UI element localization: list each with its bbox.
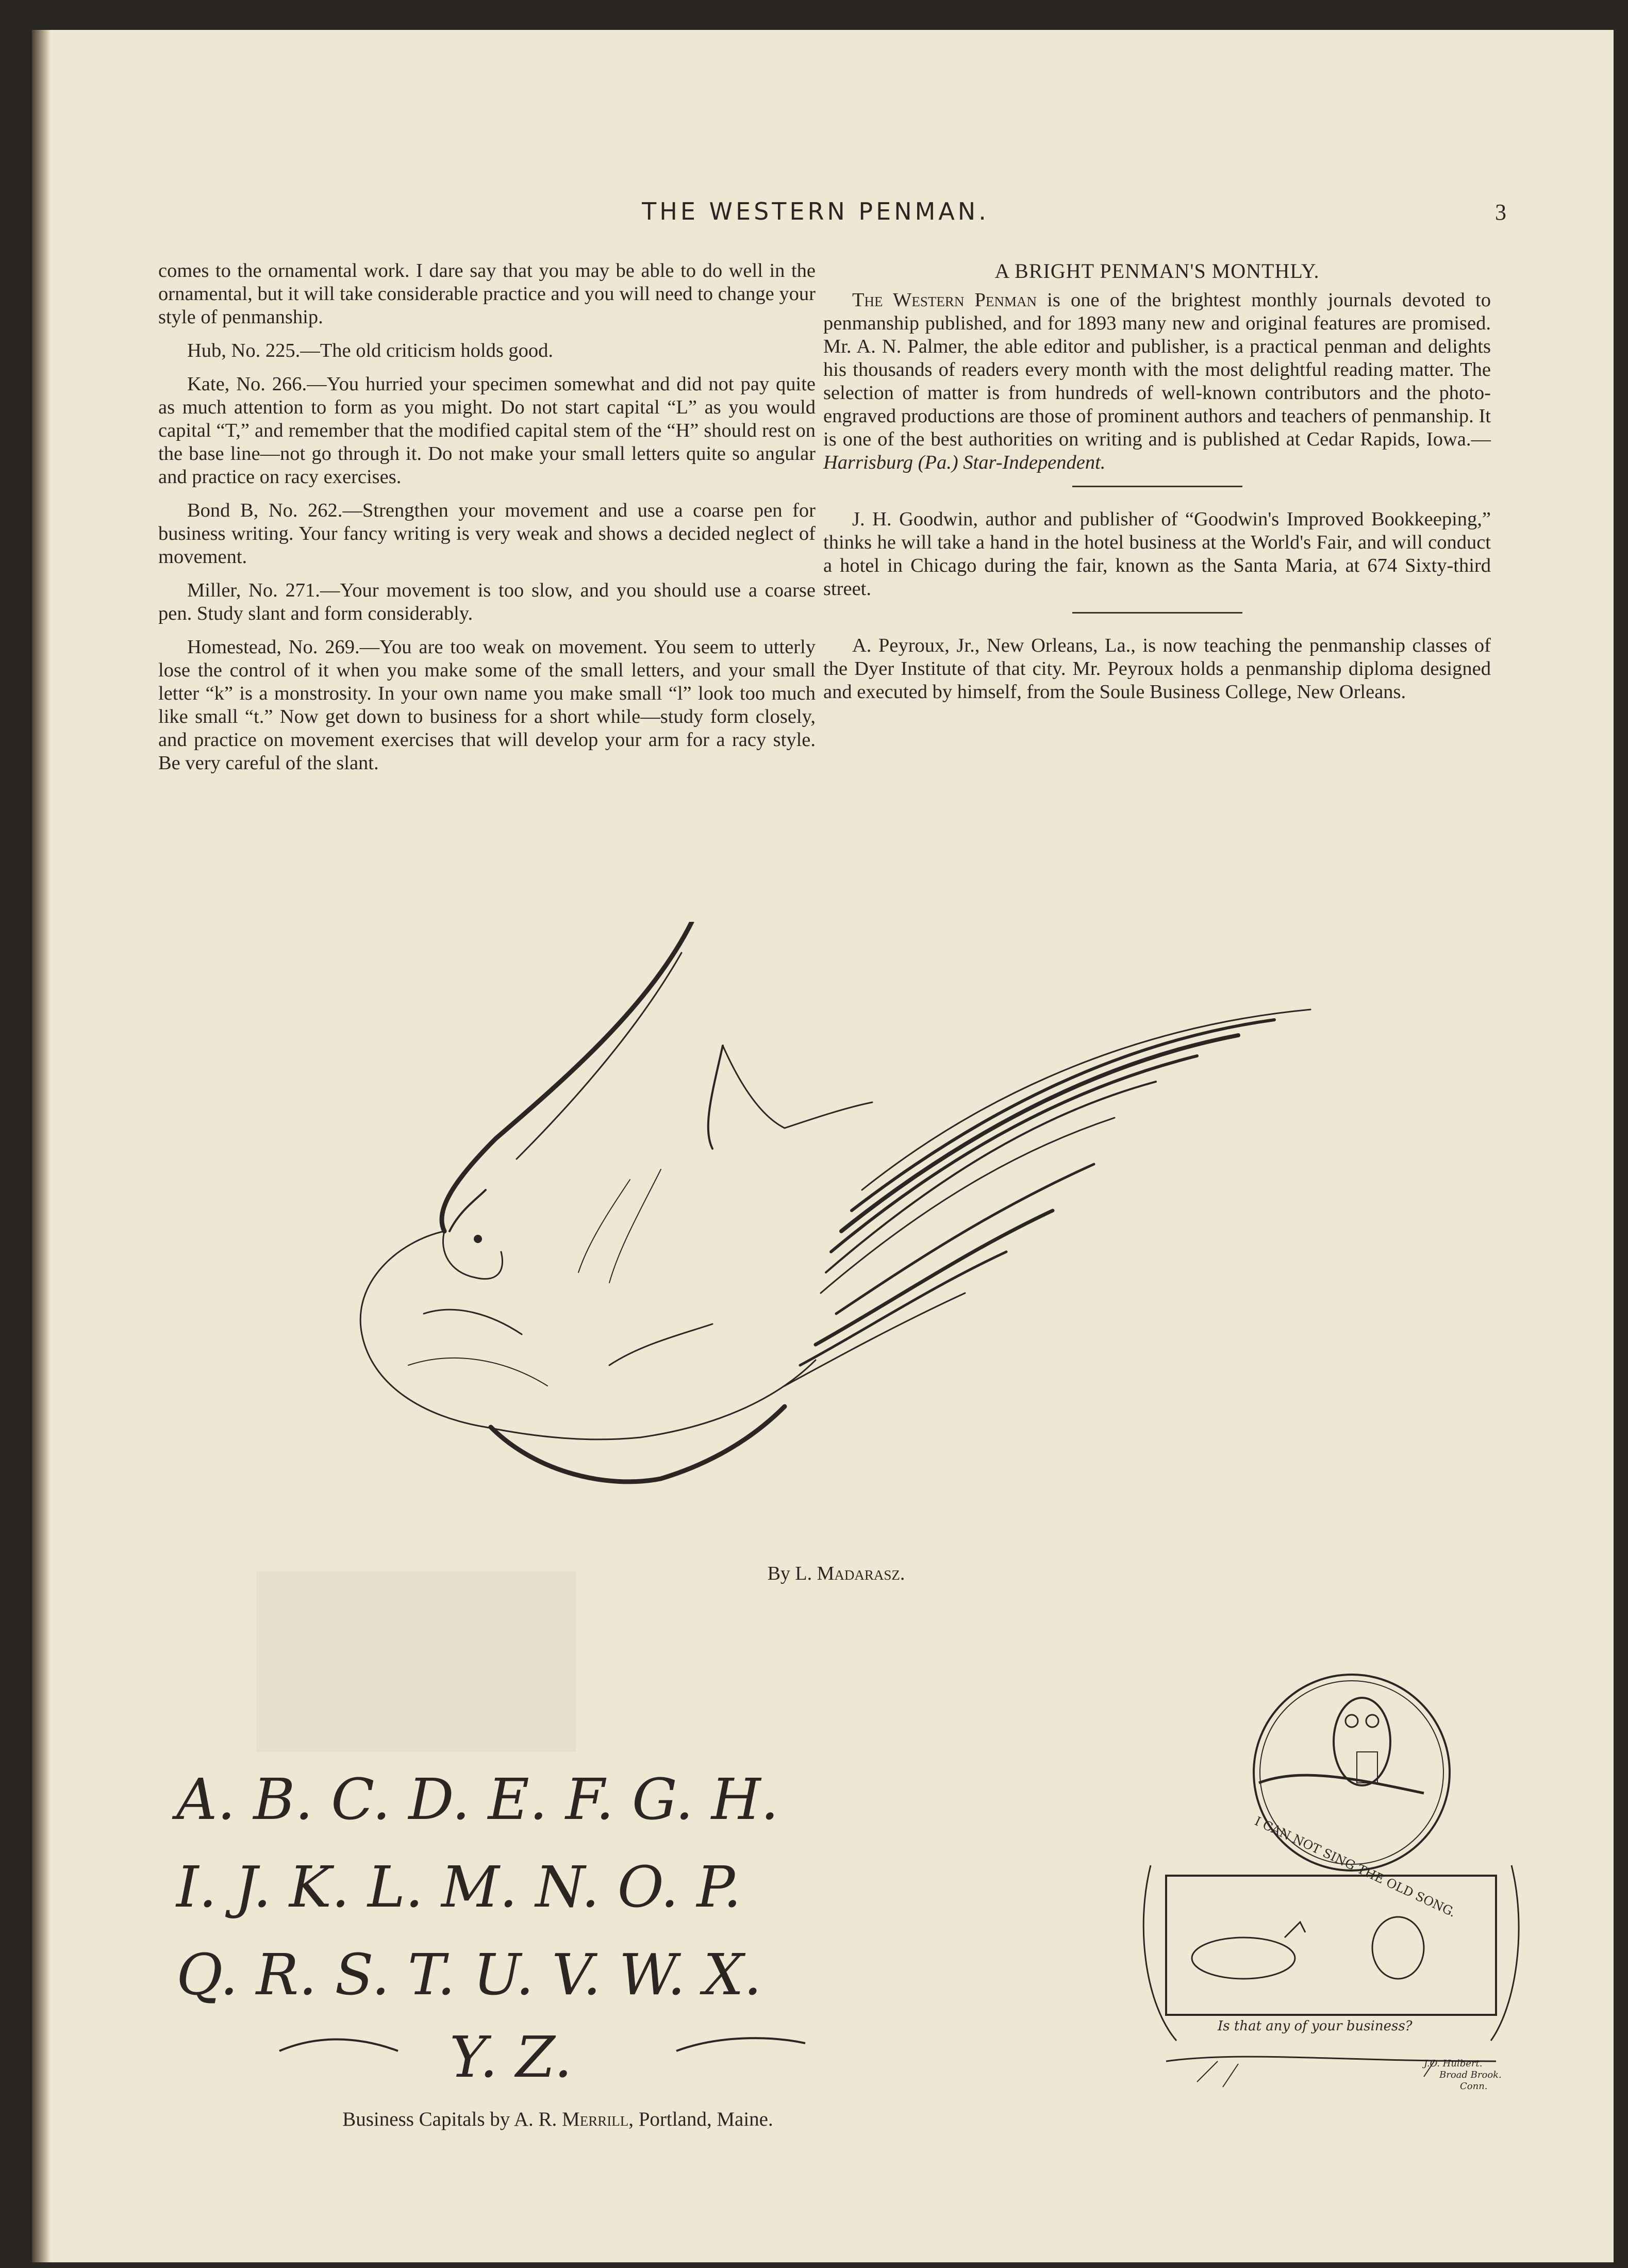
paragraph: Hub, No. 225.—The old criticism holds good.: [187, 340, 554, 361]
artist-name: Merrill,: [562, 2108, 634, 2130]
page-header-title: THE WESTERN PENMAN.: [642, 197, 989, 225]
paragraph: Homestead, No. 269.—You are too weak on movement. You seem to utterly lose the control of it when you make some of the small letters, and your small letter “k” is a monstrosity. In your own name you make small “l” look too much like small “t.” Now get down to business for a short while—study form closely, and practice on movement exercises that will develop your arm for a racy style. Be very careful of the slant.: [158, 636, 816, 774]
paragraph: Miller, No. 271.—Your movement is too slow, and you should use a coarse pen. Study slant and form considerably.: [158, 580, 816, 624]
artist-name: Madarasz.: [817, 1563, 905, 1584]
credit-prefix: Business Capitals by A. R.: [342, 2108, 557, 2130]
page: [32, 30, 1614, 2262]
page-number: 3: [1495, 200, 1506, 225]
left-column: [158, 259, 816, 775]
owl-signature: Broad Brook.: [1439, 2070, 1502, 2080]
owl-signature: J.O. Hulbert.: [1424, 2058, 1483, 2069]
capitals-row: Y. Z.: [450, 2024, 572, 2090]
flourished-bird-illustration: [321, 922, 1331, 1566]
paragraph-body: is one of the brightest monthly journals devoted to penmanship published, and for 1893 many new and original features are promised. Mr. A. N. Palmer, the able editor and publisher, is a practical penman and delights his thousands of readers every month with the most delightful reading matter. The selection of matter is from hundreds of well-known contributors and the photo-engraved productions are those of prominent authors and teachers of penmanship. It is one of the best authorities on writing and is published at Cedar Rapids, Iowa.—: [823, 289, 1491, 450]
owl-ribbon-text: I CAN NOT SING THE OLD SONG.: [1252, 1814, 1458, 1920]
capitals-illustration-credit: [248, 2108, 867, 2131]
publication-name: The Western Penman: [852, 289, 1037, 311]
paragraph: J. H. Goodwin, author and publisher of “Goodwin's Improved Bookkeeping,” thinks he will take a hand in the hotel business at the World's Fair, and will conduct a hotel in Chicago during the fair, known as the Santa Maria, at 674 Sixty-third street.: [823, 508, 1491, 600]
owl-vignette-illustration: [1135, 1669, 1527, 2123]
credit-suffix: Portland, Maine.: [633, 2108, 773, 2130]
right-column: [823, 259, 1491, 704]
capitals-row: Q. R. S. T. U. V. W. X.: [176, 1942, 762, 2008]
faded-print-area: [256, 1571, 576, 1752]
capitals-row: A. B. C. D. E. F. G. H.: [176, 1766, 779, 1832]
binding-gutter: [32, 30, 51, 2262]
credit-prefix: By L.: [767, 1563, 812, 1584]
divider: [1072, 486, 1242, 487]
owl-caption: Is that any of your business?: [1218, 2018, 1413, 2034]
capitals-row: I. J. K. L. M. N. O. P.: [176, 1854, 742, 1920]
divider: [1072, 612, 1242, 614]
paragraph: comes to the ornamental work. I dare say that you may be able to do well in the ornamental, but it will take considerable practice and you will need to change your style of penmanship.: [158, 260, 816, 328]
paragraph: Bond B, No. 262.—Strengthen your movement and use a coarse pen for business writing. Your fancy writing is very weak and shows a decided neglect of movement.: [158, 500, 816, 568]
bird-illustration-credit: [738, 1562, 934, 1585]
paragraph: A. Peyroux, Jr., New Orleans, La., is now teaching the penmanship classes of the Dyer Institute of that city. Mr. Peyroux holds a penmanship diploma designed and executed by himself, from the Soule Business College, New Orleans.: [823, 635, 1491, 703]
article-heading: A BRIGHT PENMAN'S MONTHLY.: [994, 259, 1320, 283]
business-capitals-illustration: [161, 1747, 934, 2097]
owl-signature: Conn.: [1460, 2081, 1488, 2092]
paragraph: Kate, No. 266.—You hurried your specimen somewhat and did not pay quite as much attention to form as you might. Do not start capital “L” as you would capital “T,” and remember that the modified capital stem of the “H” should rest on the base line—not go through it. Do not make your small letters quite so angular and practice on racy exercises.: [158, 373, 816, 488]
source-citation: Harrisburg (Pa.) Star-Independent.: [823, 452, 1106, 473]
paragraph: [823, 289, 1491, 474]
